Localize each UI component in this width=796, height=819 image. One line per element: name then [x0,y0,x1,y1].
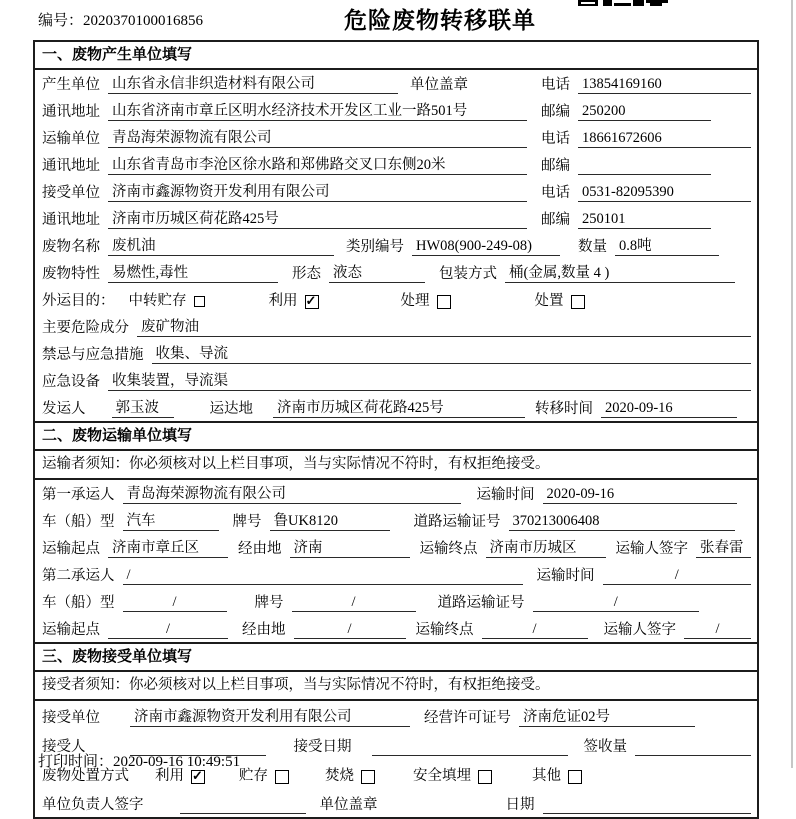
vehicle-type-label: 车（船）型 [42,595,115,611]
category-no-label: 类别编号 [346,239,404,255]
terminus-label: 运输终点 [415,622,474,638]
phone-label: 电话 [541,77,570,93]
route1-row [35,534,757,561]
road-permit2-value: / [533,594,700,612]
vehicle-type-label: 车（船）型 [42,514,115,530]
precautions-row [35,340,757,367]
print-time-label: 打印时间： [38,754,114,770]
checkbox-unchecked-icon [361,770,375,784]
option-label: 利用 [155,768,184,784]
characteristics-label: 废物特性 [42,266,100,282]
waste-name-value: 废机油 [108,238,334,256]
purpose-label: 外运目的： [42,293,115,309]
section2-body [35,480,757,642]
producer-address-row [35,97,757,124]
option-label: 利用 [268,293,298,309]
equipment-row [35,367,757,394]
checkbox-checked-icon [191,770,205,784]
transfer-time-label: 转移时间 [535,401,593,417]
waste-name-label: 废物名称 [42,239,100,255]
carrier1-value: 青岛海荣源物流有限公司 [123,486,461,504]
receiver-label: 接受单位 [42,185,100,201]
date-value [543,796,752,814]
address-label: 通讯地址 [42,104,100,120]
disposal-label: 废物处置方式 [42,768,129,784]
route2-row [35,615,757,642]
precautions-label: 禁忌与应急措施 [42,347,144,363]
transfer-time-value: 2020-09-16 [601,400,737,418]
option-label: 焚烧 [325,768,354,784]
purpose-option-transfer-storage [129,293,205,310]
waste-name-row [35,232,757,259]
origin2-value: / [108,621,228,639]
unit-seal-label: 单位盖章 [410,77,468,93]
phone-label: 电话 [541,131,570,147]
via2-value: / [294,621,406,639]
producer-address-value: 山东省济南市章丘区明水经济技术开发区工业一路501号 [108,103,527,121]
origin1-value: 济南市章丘区 [108,540,228,558]
shipper-row [35,394,757,421]
section2-notice: 运输者须知：你必须核对以上栏目事项，当与实际情况不符时，有权拒绝接受。 [35,451,757,480]
received-qty-value [635,738,751,756]
plate1-value: 鲁UK8120 [270,513,390,531]
purpose-option-dispose [535,293,585,310]
purpose-option-treat [401,293,451,310]
option-label: 处置 [534,293,564,309]
carrier2-row [35,561,757,588]
form-value: 液态 [329,265,425,283]
transporter-label: 运输单位 [42,131,100,147]
plate-label: 牌号 [232,514,262,530]
option-label: 处理 [400,293,430,309]
zip-label: 邮编 [541,158,570,174]
option-label: 其他 [532,768,561,784]
address-label: 通讯地址 [42,158,100,174]
section3-heading: 三、废物接受单位填写 [35,642,757,672]
characteristics-row [35,259,757,286]
checkbox-unchecked-icon [478,770,492,784]
packaging-value: 桶(金属,数量 4 ) [505,265,735,283]
section2-heading: 二、废物运输单位填写 [35,421,757,451]
producer-value: 山东省永信非织造材料有限公司 [108,76,398,94]
road-permit-label: 道路运输证号 [437,595,525,611]
serial-value: 2020370100016856 [83,13,204,29]
receiver-address-value: 济南市历城区荷花路425号 [108,211,527,229]
road-permit-label: 道路运输证号 [413,514,501,530]
producer-phone-value: 13854169160 [578,76,751,94]
permit-value: 济南危证02号 [519,709,695,727]
section1-heading: 一、废物产生单位填写 [35,42,757,70]
checkbox-checked-icon [305,295,319,309]
address-label: 通讯地址 [42,212,100,228]
transporter-value: 青岛海荣源物流有限公司 [108,130,527,148]
destination-label: 运达地 [209,401,253,417]
print-time-value: 2020-09-16 10:49:51 [113,754,241,770]
accept-unit-value: 济南市鑫源物资开发利用有限公司 [130,709,410,727]
phone-label: 电话 [541,185,570,201]
receiver-value: 济南市鑫源物资开发利用有限公司 [108,184,527,202]
quantity-value: 0.8吨 [615,238,719,256]
checkbox-unchecked-icon [275,770,289,784]
precautions-value: 收集、导流 [152,346,752,364]
responsible-sign-row [35,788,757,817]
page-title: 危险废物转移联单 [344,7,536,33]
transporter-address-value: 山东省青岛市李沧区徐水路和郑佛路交叉口东侧20米 [108,157,527,175]
producer-zip-value: 250200 [578,103,711,121]
terminus1-value: 济南市历城区 [486,540,606,558]
option-label: 安全填埋 [413,768,471,784]
transport-time-label: 运输时间 [476,487,535,503]
manifest-form [33,40,759,819]
unit-seal-label: 单位盖章 [319,797,378,813]
characteristics-value: 易燃性,毒性 [108,265,278,283]
checkbox-unchecked-icon [568,770,582,784]
disposal-option-landfill [413,768,492,785]
vehicle2-row [35,588,757,615]
purpose-option-utilize [269,293,319,310]
option-label: 中转贮存 [128,293,187,309]
destination-value: 济南市历城区荷花路425号 [273,400,525,418]
terminus-label: 运输终点 [419,541,478,557]
quantity-label: 数量 [578,239,607,255]
form-label: 形态 [292,266,321,282]
shipper-label: 发运人 [42,401,86,417]
transporter-phone-value: 18661672606 [578,130,751,148]
vehicle-type1-value: 汽车 [123,513,219,531]
receiver-phone-value: 0531-82095390 [578,184,751,202]
receiver-address-row [35,205,757,232]
recipient-label: 接受人 [42,739,86,755]
accept-unit-row [35,701,757,730]
disposal-option-storage [239,768,289,785]
date-label: 日期 [505,797,535,813]
received-qty-label: 签收量 [583,739,627,755]
plate-label: 牌号 [254,595,284,611]
accept-unit-label: 接受单位 [42,710,100,726]
carrier2-value: / [123,567,523,585]
plate2-value: / [292,594,416,612]
transport-time1-value: 2020-09-16 [543,486,738,504]
section3-notice: 接受者须知：你必须核对以上栏目事项，当与实际情况不符时，有权拒绝接受。 [35,672,757,701]
page-edge-line [791,0,793,768]
carrier1-row [35,480,757,507]
carrier1-label: 第一承运人 [42,487,115,503]
transporter-zip-value [578,157,711,175]
checkbox-unchecked-icon [437,295,451,309]
hazard-label: 主要危险成分 [42,320,129,336]
via-label: 经由地 [238,541,282,557]
checkbox-unchecked-icon [571,295,585,309]
disposal-option-other [532,768,582,785]
origin-label: 运输起点 [42,541,100,557]
equipment-label: 应急设备 [42,374,100,390]
disposal-option-incinerate [325,768,375,785]
transporter-sign2-value: / [684,621,751,639]
origin-label: 运输起点 [42,622,100,638]
hazard-row [35,313,757,340]
shipper-value: 郭玉波 [112,400,174,418]
responsible-sign-label: 单位负责人签字 [42,797,144,813]
transport-time-label: 运输时间 [536,568,595,584]
receive-date-label: 接受日期 [293,739,352,755]
transporter-sign-label: 运输人签字 [603,622,676,638]
hazard-value: 废矿物油 [137,319,751,337]
producer-label: 产生单位 [42,77,100,93]
zip-label: 邮编 [541,104,570,120]
terminus2-value: / [482,621,588,639]
permit-label: 经营许可证号 [424,710,511,726]
transporter-address-row [35,151,757,178]
receive-date-value [372,738,568,756]
option-label: 贮存 [239,768,268,784]
road-permit1-value: 370213006408 [509,513,736,531]
transporter-sign1-value: 张春雷 [696,540,751,558]
transporter-row [35,124,757,151]
section1-body [35,70,757,421]
purpose-row [35,286,757,313]
transporter-sign-label: 运输人签字 [615,541,688,557]
serial-label: 编号： [38,13,84,29]
category-no-value: HW08(900-249-08) [412,238,560,256]
transport-time2-value: / [603,567,752,585]
responsible-sign-value [180,796,306,814]
carrier2-label: 第二承运人 [42,568,115,584]
vehicle-type2-value: / [123,594,227,612]
via1-value: 济南 [290,540,410,558]
checkbox-unchecked-icon [194,296,205,307]
receiver-zip-value: 250101 [578,211,711,229]
equipment-value: 收集装置，导流渠 [108,373,751,391]
zip-label: 邮编 [541,212,570,228]
vehicle1-row [35,507,757,534]
packaging-label: 包装方式 [439,266,497,282]
producer-row [35,70,757,97]
via-label: 经由地 [242,622,286,638]
receiver-row [35,178,757,205]
